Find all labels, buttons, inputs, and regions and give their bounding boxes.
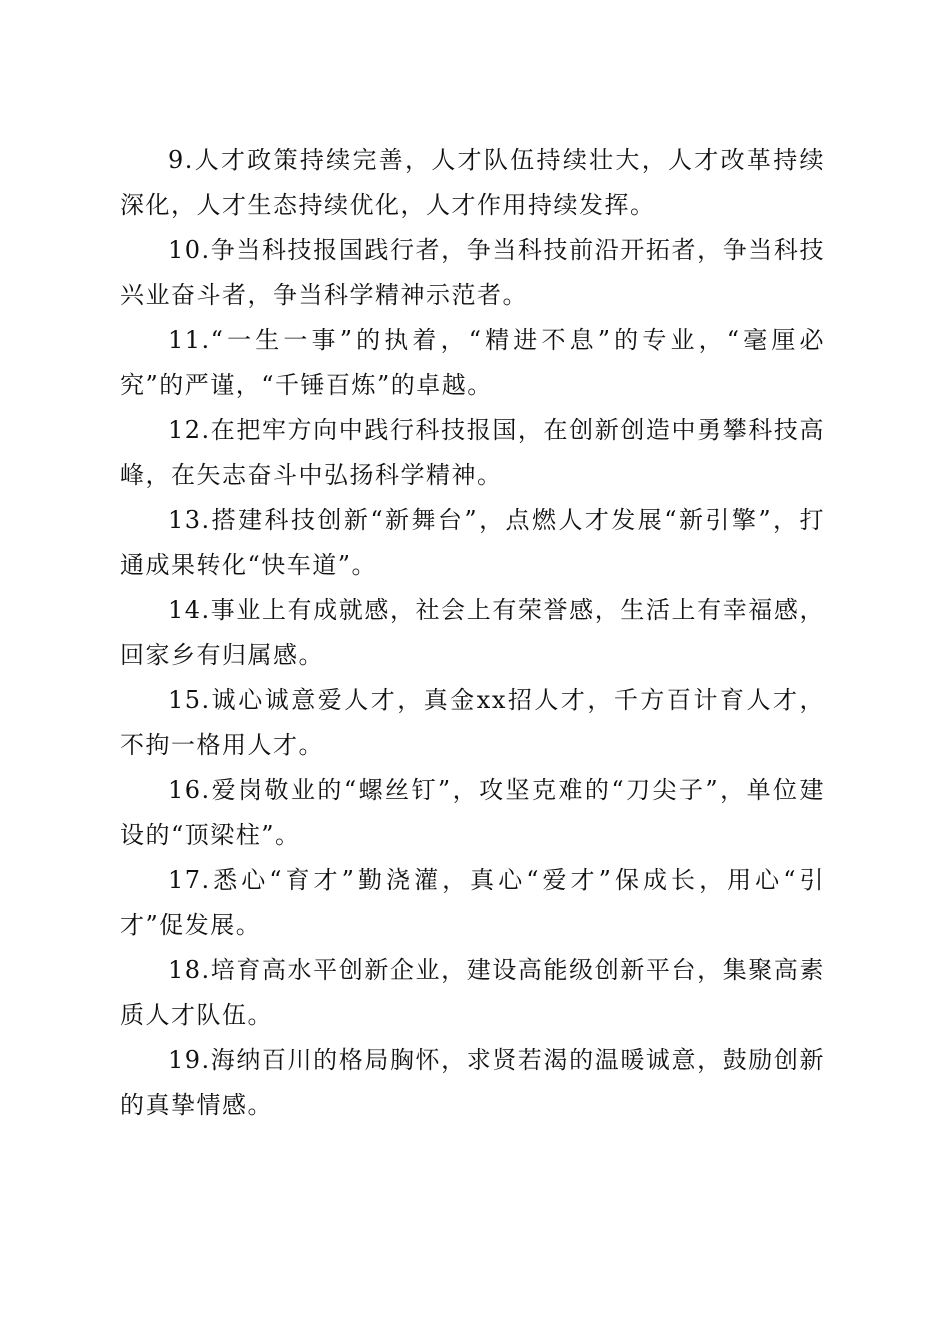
paragraph-13: 13.搭建科技创新“新舞台”，点燃人才发展“新引擎”，打通成果转化“快车道”。	[120, 506, 825, 579]
document-body	[120, 138, 825, 1128]
paragraph-14: 14.事业上有成就感，社会上有荣誉感，生活上有幸福感，回家乡有归属感。	[120, 596, 825, 669]
paragraph-19: 19.海纳百川的格局胸怀，求贤若渴的温暖诚意，鼓励创新的真挚情感。	[120, 1046, 825, 1119]
paragraph-18: 18.培育高水平创新企业，建设高能级创新平台，集聚高素质人才队伍。	[120, 956, 825, 1029]
paragraph-17: 17.悉心“育才”勤浇灌，真心“爱才”保成长，用心“引才”促发展。	[120, 866, 825, 939]
paragraph-11: 11.“一生一事”的执着，“精进不息”的专业，“毫厘必究”的严谨，“千锤百炼”的卓越。	[120, 326, 825, 399]
paragraph-12: 12.在把牢方向中践行科技报国，在创新创造中勇攀科技高峰，在矢志奋斗中弘扬科学精神。	[120, 416, 825, 489]
paragraph-10: 10.争当科技报国践行者，争当科技前沿开拓者，争当科技兴业奋斗者，争当科学精神示范者。	[120, 236, 825, 309]
paragraph-16: 16.爱岗敬业的“螺丝钉”，攻坚克难的“刀尖子”，单位建设的“顶梁柱”。	[120, 776, 825, 849]
paragraph-15: 15.诚心诚意爱人才，真金xx招人才，千方百计育人才，不拘一格用人才。	[120, 686, 825, 759]
paragraph-9: 9.人才政策持续完善，人才队伍持续壮大，人才改革持续深化，人才生态持续优化，人才作用持续发挥。	[120, 146, 825, 219]
